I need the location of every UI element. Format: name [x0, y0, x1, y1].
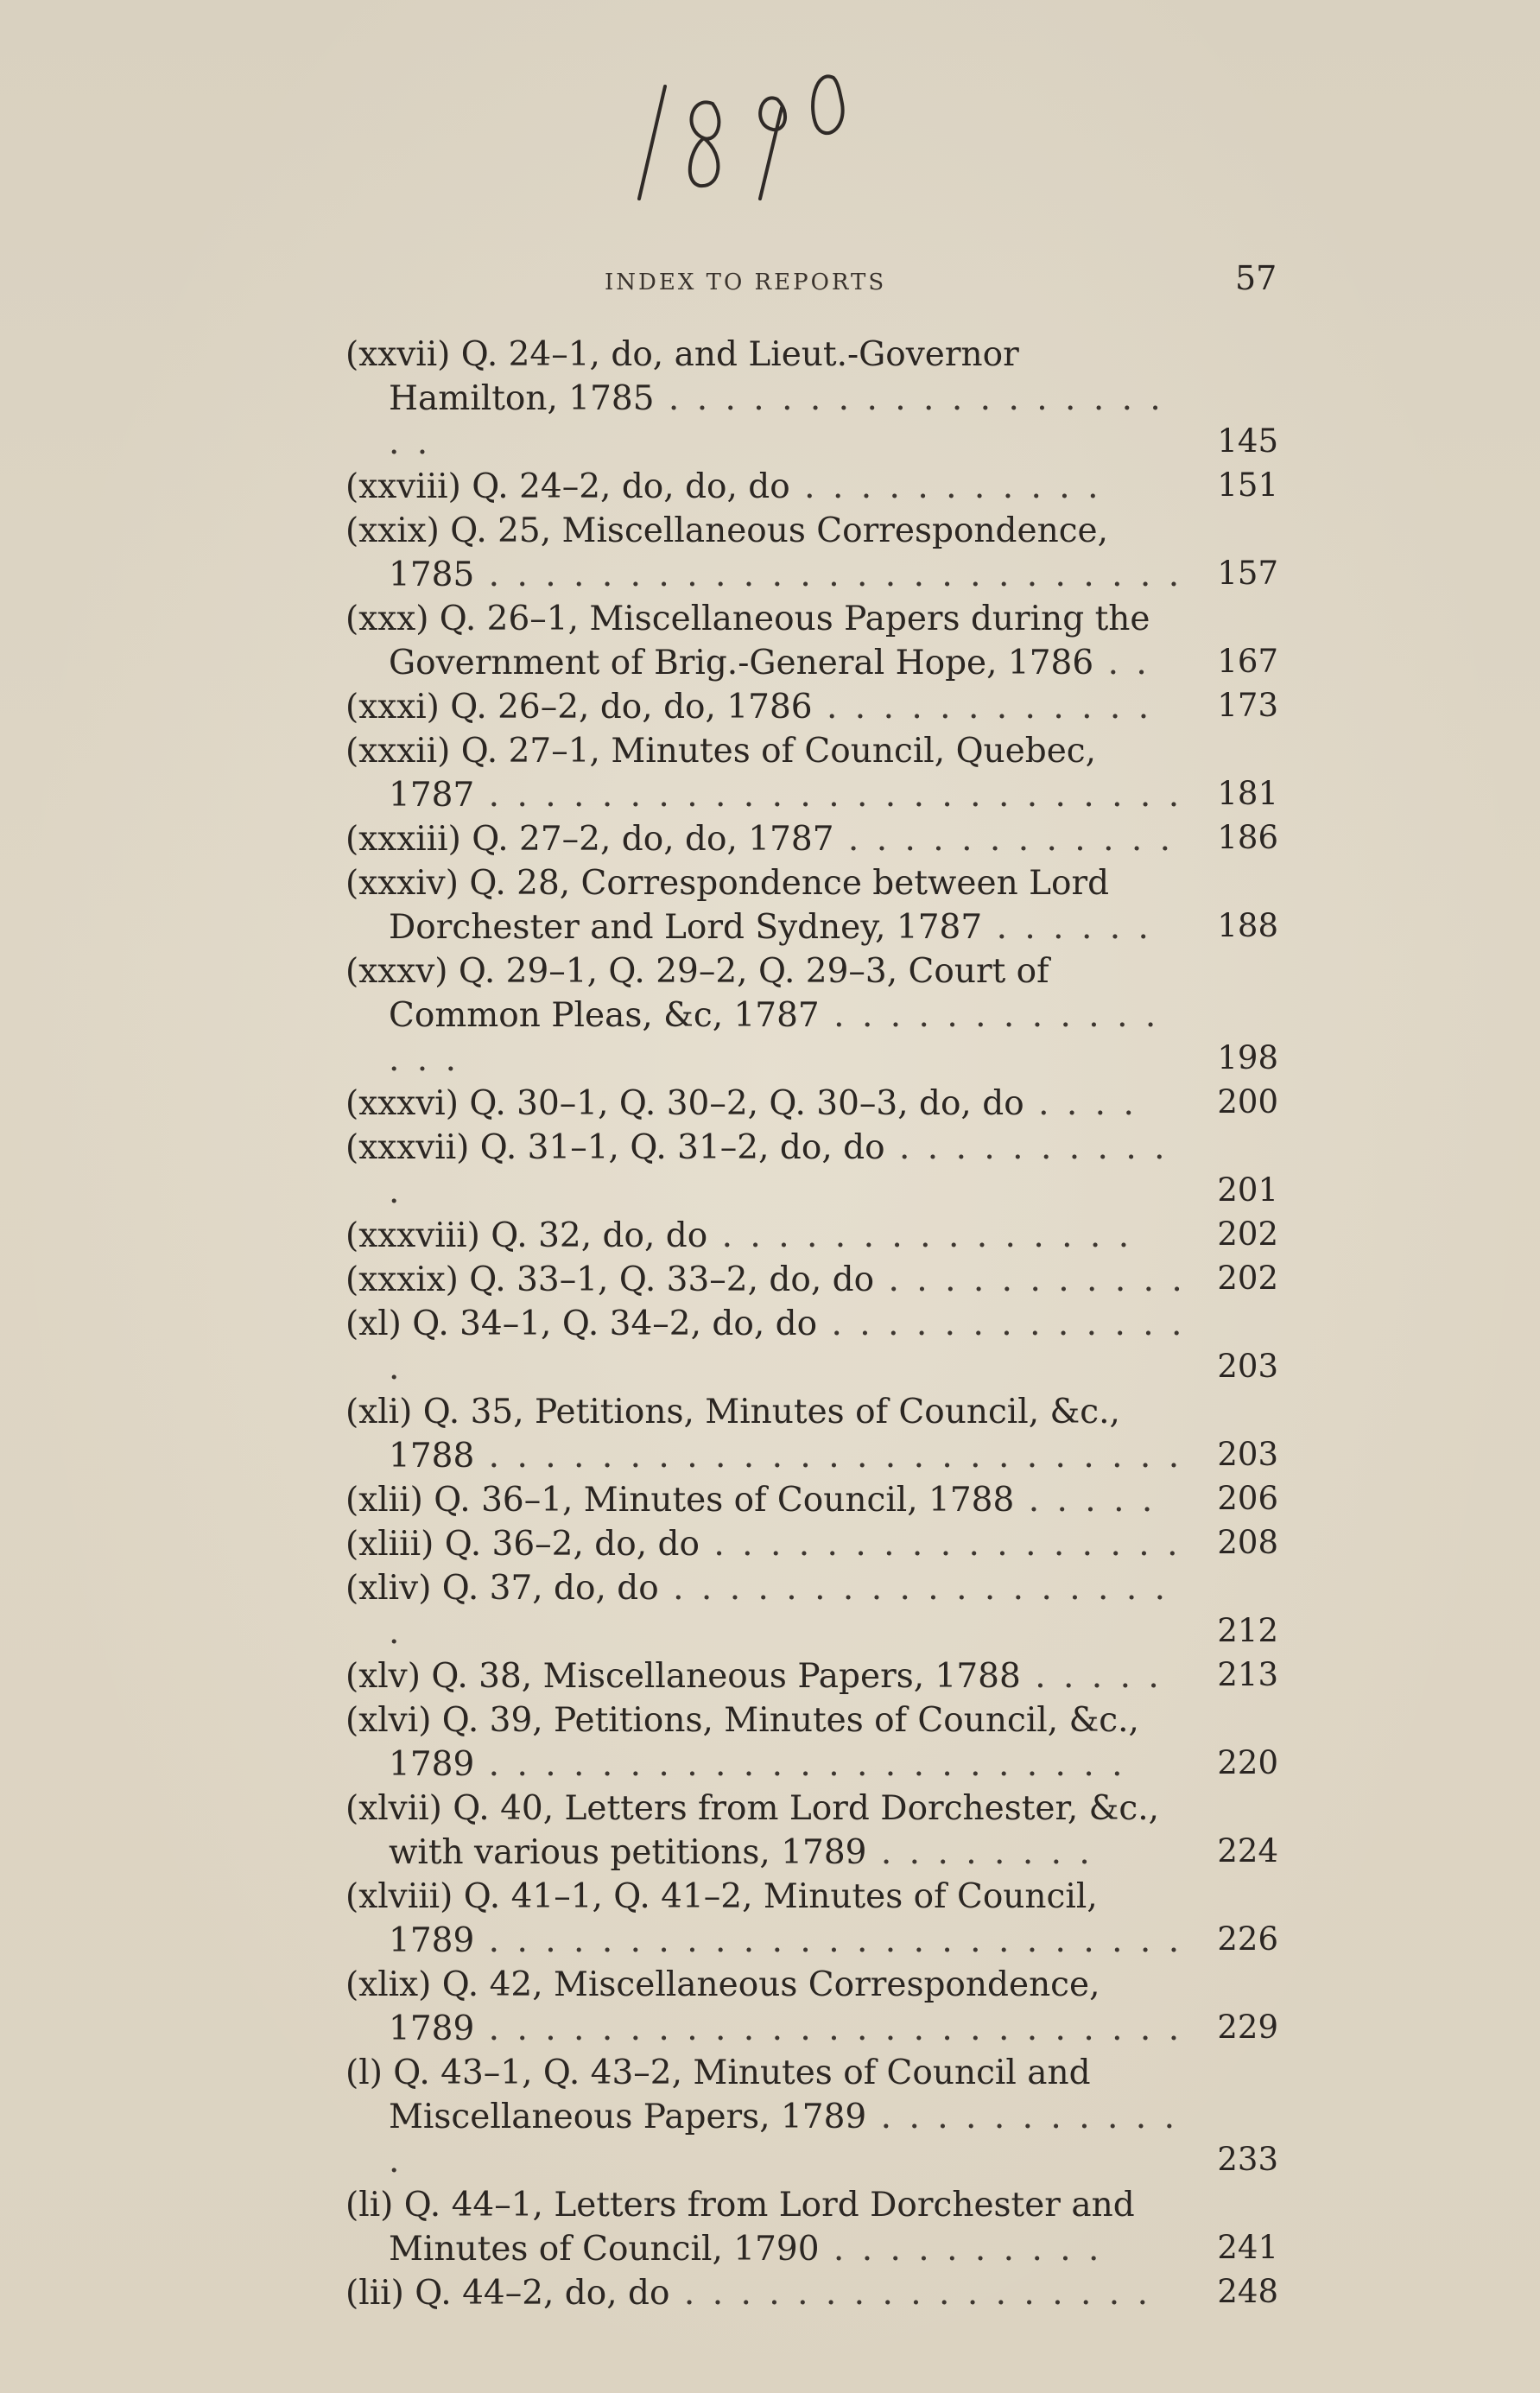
index-entry-text [345, 333, 1188, 465]
index-entry-title: (xlv) Q. 38, Miscellaneous Papers, 1788 [345, 1657, 1021, 1696]
index-entry-page: 201 [1217, 1171, 1278, 1209]
index-entry [345, 1478, 1296, 1522]
index-entry-text [345, 1478, 1188, 1522]
handwritten-year-annotation [631, 60, 916, 216]
dot-leader: . . . . . . . . . . . [789, 467, 1102, 506]
index-entry-page: 181 [1217, 775, 1278, 812]
index-entry-title: (xxxix) Q. 33–1, Q. 33–2, do, do [345, 1260, 875, 1299]
index-entry [345, 597, 1296, 685]
index-entry-page: 157 [1217, 555, 1278, 592]
index-entry-title: (xlii) Q. 36–1, Minutes of Council, 1788 [345, 1481, 1015, 1520]
index-entry [345, 861, 1296, 949]
dot-leader: . . . . . . . . . . . . [833, 820, 1175, 859]
index-entry-title: (xlviii) Q. 41–1, Q. 41–2, Minutes of Council, 1789 [345, 1877, 1098, 1960]
index-entry-page: 220 [1217, 1744, 1278, 1781]
index-entry-text [345, 2051, 1188, 2183]
index-entry-title: (xxxviii) Q. 32, do, do [345, 1216, 708, 1255]
index-entry-text [345, 817, 1188, 861]
index-entry-page: 198 [1217, 1039, 1278, 1076]
index-entry-text [345, 729, 1188, 817]
index-entry-text [345, 1654, 1188, 1698]
index-entry-text [345, 1082, 1188, 1126]
index-entry-page: 188 [1217, 907, 1278, 944]
index-entry-page: 151 [1217, 467, 1278, 504]
index-entry [345, 817, 1296, 861]
index-entry-title: (xlvi) Q. 39, Petitions, Minutes of Council, &c., 1789 [345, 1701, 1139, 1784]
index-entry-text [345, 1390, 1188, 1478]
index-entry [345, 1787, 1296, 1875]
index-entry-text [345, 465, 1188, 509]
dot-leader: . . . . . [1020, 1657, 1163, 1696]
index-entry [345, 1654, 1296, 1698]
dot-leader: . . . . . . . . . . . [389, 1128, 1169, 1211]
dot-leader: . . . . . . . . . . . . . . . . . . . . . . . . . [474, 1921, 1183, 1960]
index-entry-page: 241 [1217, 2229, 1278, 2266]
index-entry-title: (xl) Q. 34–1, Q. 34–2, do, do [345, 1304, 818, 1343]
index-entry-page: 212 [1217, 1612, 1278, 1649]
index-entry [345, 729, 1296, 817]
dot-leader: . . . . . . [982, 908, 1152, 947]
index-entry-title: (xxviii) Q. 24–2, do, do, do [345, 467, 790, 506]
dot-leader: . . . . . . . . . . . . . . [389, 1304, 1186, 1387]
index-entry-text [345, 1566, 1188, 1654]
index-entry-title: (xlvii) Q. 40, Letters from Lord Dorchester, &c., with various petitions, 1789 [345, 1789, 1159, 1872]
dot-leader: . . . . . . . . . . . . . . . . . . . . . . . . . [474, 776, 1183, 815]
index-entry-title: (xxix) Q. 25, Miscellaneous Correspondence, 1785 [345, 511, 1109, 594]
index-entry-page: 226 [1217, 1920, 1278, 1958]
index-entry-title: (l) Q. 43–1, Q. 43–2, Minutes of Council and Miscellaneous Papers, 1789 [345, 2053, 1091, 2136]
index-entry [345, 1302, 1296, 1390]
index-entry-text [345, 597, 1188, 685]
running-head: INDEX TO REPORTS [605, 270, 887, 295]
index-entry-text [345, 1698, 1188, 1787]
index-entry-page: 229 [1217, 2009, 1278, 2046]
dot-leader: . . . . . . . . . . . . . . . . . . . . [389, 379, 1164, 462]
index-entry-page: 200 [1217, 1083, 1278, 1120]
index-entry [345, 1875, 1296, 1963]
index-entry-text [345, 861, 1188, 949]
index-entry-title: (xli) Q. 35, Petitions, Minutes of Council, &c., 1788 [345, 1393, 1120, 1476]
index-entry-title: (xlix) Q. 42, Miscellaneous Correspondence, 1789 [345, 1965, 1100, 2048]
dot-leader: . . . . . . . . . . . . . . . . . . . . . . . . . [474, 555, 1183, 594]
dot-leader: . . . . . . . . . . . . . . . . . . . . . . . . . [474, 1437, 1183, 1476]
index-entry-text [345, 685, 1188, 729]
index-entry-title: (xliv) Q. 37, do, do [345, 1569, 659, 1608]
index-entry [345, 949, 1296, 1082]
index-entries [345, 333, 1296, 2315]
index-entry-text [345, 1258, 1188, 1302]
index-entry-page: 208 [1217, 1524, 1278, 1561]
index-entry [345, 509, 1296, 597]
index-entry-text [345, 1787, 1188, 1875]
index-entry [345, 685, 1296, 729]
dot-leader: . . . . . . . . . . . . [389, 2098, 1178, 2180]
index-entry-page: 203 [1217, 1436, 1278, 1473]
index-entry-text [345, 1302, 1188, 1390]
index-entry [345, 2183, 1296, 2271]
index-entry-page: 186 [1217, 819, 1278, 856]
dot-leader: . . . . . . . . . . . . . . . . . . . [389, 1569, 1169, 1652]
dot-leader: . . . . . . . . . . . . . . . . . [699, 1525, 1182, 1564]
index-entry [345, 2271, 1296, 2315]
index-entry-title: (xxxvi) Q. 30–1, Q. 30–2, Q. 30–3, do, do [345, 1084, 1024, 1123]
index-entry-page: 233 [1217, 2141, 1278, 2178]
dot-leader: . . . . . . . . . . . . . . . . . . . . . . . [474, 1745, 1126, 1784]
index-entry-text [345, 1963, 1188, 2051]
dot-leader: . . [1093, 644, 1150, 682]
dot-leader: . . . . . . . . [866, 1833, 1093, 1872]
index-entry-page: 202 [1217, 1260, 1278, 1297]
index-entry-title: (xxxiv) Q. 28, Correspondence between Lord Dorchester and Lord Sydney, 1787 [345, 864, 1110, 947]
index-entry [345, 1082, 1296, 1126]
index-entry-text [345, 1875, 1188, 1963]
index-entry-title: (xxxv) Q. 29–1, Q. 29–2, Q. 29–3, Court of Common Pleas, &c, 1787 [345, 952, 1049, 1035]
dot-leader: . . . . . . . . . . . [874, 1260, 1186, 1299]
index-entry-page: 206 [1217, 1480, 1278, 1517]
index-entry-title: (xxxi) Q. 26–2, do, do, 1786 [345, 688, 813, 727]
index-entry-page: 167 [1217, 643, 1278, 680]
index-entry [345, 1214, 1296, 1258]
index-entry [345, 1126, 1296, 1214]
index-entry [345, 2051, 1296, 2183]
index-entry-text [345, 949, 1188, 1082]
index-entry-text [345, 1126, 1188, 1214]
dot-leader: . . . . . [1014, 1481, 1157, 1520]
index-entry-page: 224 [1217, 1832, 1278, 1869]
dot-leader: . . . . [1023, 1084, 1138, 1123]
index-entry [345, 1566, 1296, 1654]
index-entry-title: (xliii) Q. 36–2, do, do [345, 1525, 700, 1564]
index-entry [345, 1258, 1296, 1302]
index-entry-title: (xxxiii) Q. 27–2, do, do, 1787 [345, 820, 834, 859]
index-entry-page: 248 [1217, 2273, 1278, 2310]
index-entry-page: 173 [1217, 687, 1278, 724]
dot-leader: . . . . . . . . . . . . . . . . . [669, 2274, 1151, 2313]
index-entry-page: 213 [1217, 1656, 1278, 1693]
page-number: 57 [1235, 259, 1277, 297]
dot-leader: . . . . . . . . . . . . [812, 688, 1153, 727]
index-entry-text [345, 1214, 1188, 1258]
index-entry [345, 1698, 1296, 1787]
index-entry-title: (lii) Q. 44–2, do, do [345, 2274, 670, 2313]
index-entry-text [345, 509, 1188, 597]
index-entry-title: (xxxvii) Q. 31–1, Q. 31–2, do, do [345, 1128, 885, 1167]
index-entry-page: 202 [1217, 1216, 1278, 1253]
index-entry-page: 203 [1217, 1348, 1278, 1385]
index-entry [345, 1390, 1296, 1478]
index-entry-page: 145 [1217, 422, 1278, 460]
dot-leader: . . . . . . . . . . . . . . . . . . . . . . . . . [474, 2009, 1183, 2048]
index-entry-title: (li) Q. 44–1, Letters from Lord Dorchester and Minutes of Council, 1790 [345, 2186, 1135, 2269]
index-entry [345, 1963, 1296, 2051]
dot-leader: . . . . . . . . . . [819, 2230, 1103, 2269]
dot-leader: . . . . . . . . . . . . . . . [389, 996, 1160, 1079]
dot-leader: . . . . . . . . . . . . . . . [707, 1216, 1133, 1255]
index-entry-text [345, 2183, 1188, 2271]
index-entry [345, 465, 1296, 509]
index-entry [345, 333, 1296, 465]
index-entry-title: (xxxii) Q. 27–1, Minutes of Council, Quebec, 1787 [345, 732, 1097, 815]
index-entry-text [345, 1522, 1188, 1566]
index-entry-text [345, 2271, 1188, 2315]
index-entry-title: (xxx) Q. 26–1, Miscellaneous Papers during the Government of Brig.-General Hope, 1786 [345, 600, 1150, 682]
index-entry [345, 1522, 1296, 1566]
index-entry-title: (xxvii) Q. 24–1, do, and Lieut.-Governor Hamilton, 1785 [345, 335, 1019, 418]
